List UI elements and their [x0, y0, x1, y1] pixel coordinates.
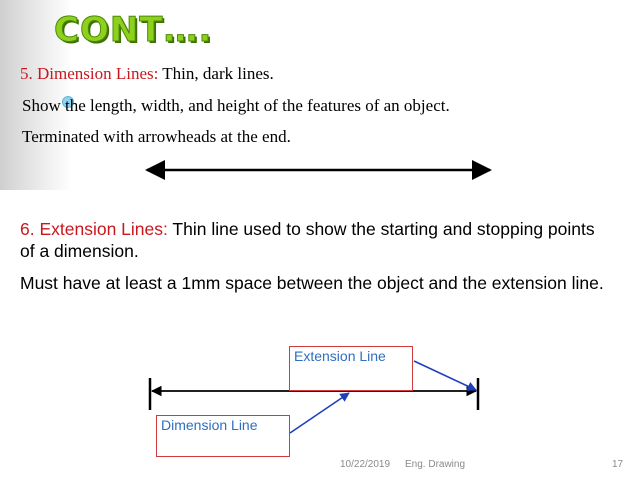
point6-label: 6. Extension Lines:: [20, 219, 168, 239]
slide-title: CONT….: [54, 10, 213, 50]
point5-line3: Terminated with arrowheads at the end.: [22, 127, 291, 146]
point6-desc: Thin line used to show the starting and stopping points of a dimension.: [20, 219, 595, 261]
point5-label: 5. Dimension Lines:: [20, 64, 159, 83]
point6-line2: Must have at least a 1mm space between the object and the extension line.: [20, 273, 604, 293]
extension-line-label: Extension Line: [289, 346, 413, 391]
point5-line2: Show the length, width, and height of the features of an object.: [22, 96, 450, 115]
pointer-extension-arrow: [414, 361, 476, 390]
pointer-dimension-arrow: [290, 393, 349, 433]
point5-desc: Thin, dark lines.: [158, 64, 274, 83]
footer-date: 10/22/2019: [340, 459, 391, 470]
dimension-line-label: Dimension Line: [156, 415, 290, 457]
footer-course: Eng. Drawing: [405, 459, 466, 470]
footer-page-number: 17: [612, 459, 624, 470]
